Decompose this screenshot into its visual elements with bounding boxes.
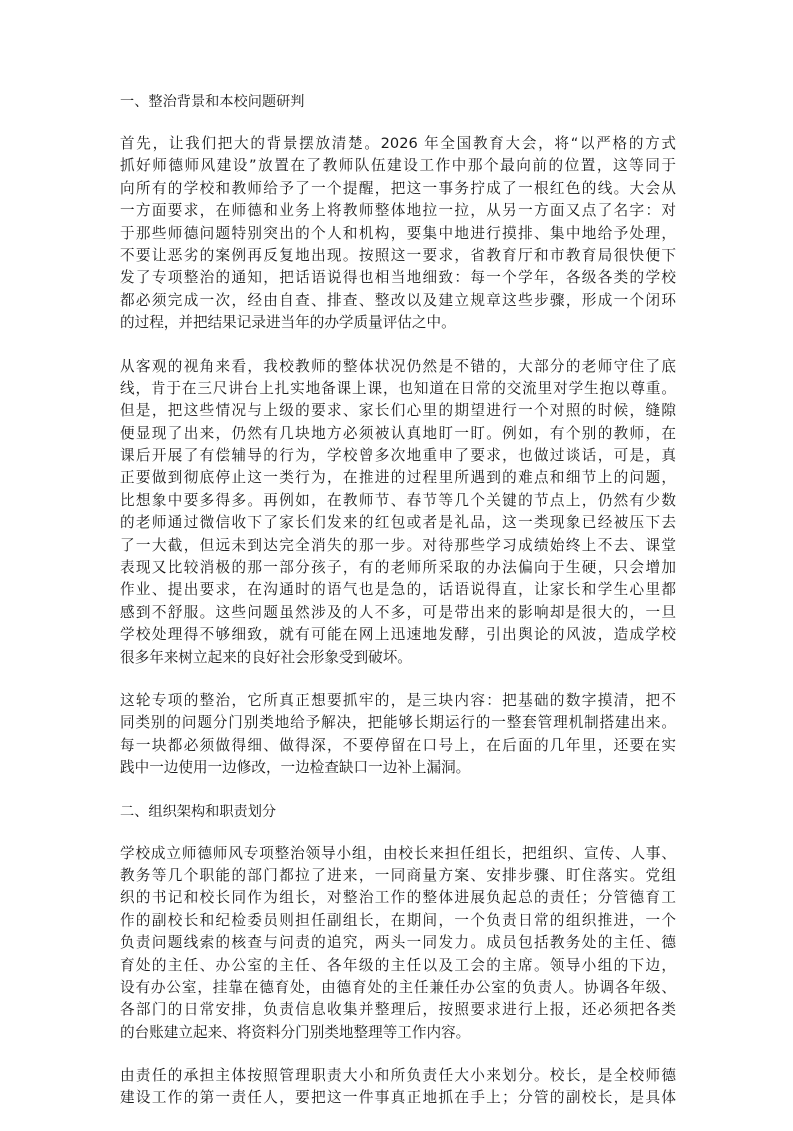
paragraph-background-context [120,133,676,335]
text-line: 育处的主任、办公室的主任、各年级的主任以及工会的主席。领导小组的下边， [120,956,676,974]
text-line: 的台账建立起来、将资料分门别类地整理等工作内容。 [120,1023,471,1041]
text-line: 设有办公室，挂靠在德育处，由德育处的主任兼任办公室的负责人。协调各年级、 [120,978,676,996]
text-line: 线，肯于在三尺讲台上扎实地备课上课，也知道在日常的交流里对学生抱以尊重。 [120,379,676,397]
text-line: 发了专项整治的通知，把话语说得也相当地细致：每一个学年，各级各类的学校 [120,269,676,287]
text-line: 一方面要求，在师德和业务上将教师整体地拉一拉，从另一方面又点了名字：对 [120,202,676,220]
text-line: 的老师通过微信收下了家长们发来的红包或者是礼品，这一类现象已经被压下去 [120,514,676,532]
text-line: 表现又比较消极的那一部分孩子，有的老师所采取的办法偏向于生硬，只会增加 [120,559,676,577]
paragraph-responsibilities [120,1065,676,1110]
text-line: 负责问题线索的核查与问责的追究，两头一同发力。成员包括教务处的主任、德 [120,934,676,952]
section-heading-background: 一、整治背景和本校问题研判 [120,94,305,110]
text-line: 织的书记和校长同作为组长，对整治工作的整体进展负起总的责任；分管德育工 [120,889,676,907]
text-line: 很多年来树立起来的良好社会形象受到破坏。 [120,648,412,666]
text-line: 感到不舒服。这些问题虽然涉及的人不多，可是带出来的影响却是很大的，一旦 [120,603,676,621]
text-line: 建设工作的第一责任人，要把这一件事真正地抓在手上；分管的副校长，是具体 [120,1089,676,1107]
paragraph-leadership-group [120,843,676,1045]
text-line: 向所有的学校和教师给予了一个提醒，把这一事务拧成了一根红色的线。大会从 [120,179,676,197]
text-line: 的过程，并把结果记录进当年的办学质量评估之中。 [120,314,456,332]
text-line: 但是，把这些情况与上级的要求、家长们心里的期望进行一个对照的时候，缝隙 [120,402,676,420]
text-line: 都必须完成一次，经由自查、排查、整改以及建立规章这些步骤，形成一个闭环 [120,291,676,309]
text-line: 践中一边使用一边修改，一边检查缺口一边补上漏洞。 [120,759,471,777]
paragraph-rectification-goals [120,690,676,780]
text-line: 正要做到彻底停止这一类行为，在推进的过程里所遇到的难点和细节上的问题， [120,469,676,487]
text-line: 抓好师德师风建设”放置在了教师队伍建设工作中那个最向前的位置，这等同于 [120,157,676,175]
text-line: 学校处理得不够细致，就有可能在网上迅速地发酵，引出舆论的风波，造成学校 [120,626,676,644]
text-line: 从客观的视角来看，我校教师的整体状况仍然是不错的，大部分的老师守住了底 [120,357,676,375]
text-line: 教务等几个职能的部门都拉了进来，一同商量方案、安排步骤、盯住落实。党组 [120,866,676,884]
section-heading-organization: 二、组织架构和职责划分 [120,803,277,820]
text-line: 学校成立师德师风专项整治领导小组，由校长来担任组长，把组织、宣传、人事、 [120,844,676,862]
text-line: 每一块都必须做得细、做得深，不要停留在口号上，在后面的几年里，还要在实 [120,736,676,754]
text-line: 同类别的问题分门别类地给予解决，把能够长期运行的一整套管理机制搭建出来。 [120,714,676,732]
text-line: 作的副校长和纪检委员则担任副组长，在期间，一个负责日常的组织推进，一个 [120,911,676,929]
paragraph-school-problems [120,356,676,669]
text-line: 便显现了出来，仍然有几块地方必须被认真地盯一盯。例如，有个别的教师，在 [120,424,676,442]
text-line: 于那些师德问题特别突出的个人和机构，要集中地进行摸排、集中地给予处理， [120,224,676,242]
text-line: 各部门的日常安排，负责信息收集并整理后，按照要求进行上报，还必须把各类 [120,1001,676,1019]
text-line: 首先，让我们把大的背景摆放清楚。2026 年全国教育大会，将“以严格的方式 [120,135,676,152]
text-line: 这轮专项的整治，它所真正想要抓牢的，是三块内容：把基础的数字摸清，把不 [120,691,676,709]
text-line: 课后开展了有偿辅导的行为，学校曾多次地重申了要求，也做过谈话，可是，真 [120,447,676,465]
text-line: 了一大截，但远未到达完全消失的那一步。对待那些学习成绩始终上不去、课堂 [120,536,676,554]
document-body [120,91,676,1131]
text-line: 不要让恶劣的案例再反复地出现。按照这一要求，省教育厅和市教育局很快便下 [120,246,676,264]
text-line: 作业、提出要求，在沟通时的语气也是急的，话语说得直，让家长和学生心里都 [120,581,676,599]
text-line: 由责任的承担主体按照管理职责大小和所负责任大小来划分。校长，是全校师德 [120,1067,676,1085]
text-line: 比想象中要多得多。再例如，在教师节、春节等几个关键的节点上，仍然有少数 [120,491,676,509]
